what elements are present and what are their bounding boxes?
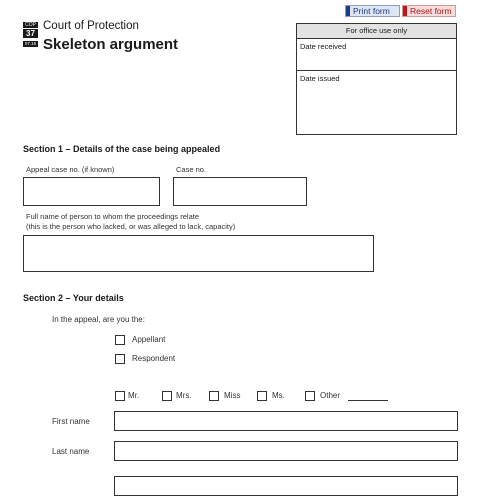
other-checkbox[interactable] (305, 391, 315, 401)
mrs-label: Mrs. (176, 391, 192, 400)
ms-checkbox[interactable] (257, 391, 267, 401)
respondent-label: Respondent (132, 354, 176, 363)
page-title: Skeleton argument (43, 36, 179, 53)
print-form-label: Print form (353, 6, 390, 16)
miss-checkbox[interactable] (209, 391, 219, 401)
print-flag-icon (346, 6, 350, 16)
first-name-label: First name (52, 417, 90, 426)
logo-line-2: 37 (23, 29, 38, 38)
last-name-label: Last name (52, 447, 90, 456)
appeal-case-label: Appeal case no. (if known) (26, 165, 115, 174)
other-label: Other (320, 391, 341, 400)
next-field-input[interactable] (114, 476, 458, 496)
other-title-input[interactable] (348, 400, 388, 401)
date-issued-label: Date issued (300, 74, 340, 83)
print-form-button[interactable] (345, 5, 400, 17)
appeal-case-input[interactable] (23, 177, 160, 206)
appellant-checkbox[interactable] (115, 335, 125, 345)
last-name-input[interactable] (114, 441, 458, 461)
reset-form-label: Reset form (410, 6, 452, 16)
miss-label: Miss (224, 391, 241, 400)
appellant-label: Appellant (132, 335, 166, 344)
respondent-checkbox[interactable] (115, 354, 125, 364)
case-no-label: Case no. (176, 165, 207, 174)
mr-label: Mr. (128, 391, 140, 400)
date-received-field (297, 39, 456, 71)
first-name-input[interactable] (114, 411, 458, 431)
case-no-input[interactable] (173, 177, 307, 206)
logo-line-1: COP (23, 22, 38, 28)
logo-line-3: 07.15 (24, 41, 37, 46)
role-question: In the appeal, are you the: (52, 315, 145, 324)
full-name-input[interactable] (23, 235, 374, 272)
section-2-heading: Section 2 – Your details (23, 293, 124, 303)
office-use-box (296, 23, 457, 135)
cop-form-logo (23, 22, 38, 47)
date-issued-field (297, 71, 456, 86)
reset-form-button[interactable] (402, 5, 456, 17)
full-name-label-line-2: (this is the person who lacked, or was alleged to lack, capacity) (26, 222, 236, 231)
date-received-label: Date received (300, 42, 347, 51)
mrs-checkbox[interactable] (162, 391, 172, 401)
mr-checkbox[interactable] (115, 391, 125, 401)
office-use-heading: For office use only (297, 24, 456, 39)
reset-flag-icon (403, 6, 407, 16)
section-1-heading: Section 1 – Details of the case being appealed (23, 144, 221, 154)
full-name-label-line-1: Full name of person to whom the proceedings relate (26, 212, 200, 221)
court-name: Court of Protection (43, 20, 139, 32)
ms-label: Ms. (272, 391, 285, 400)
